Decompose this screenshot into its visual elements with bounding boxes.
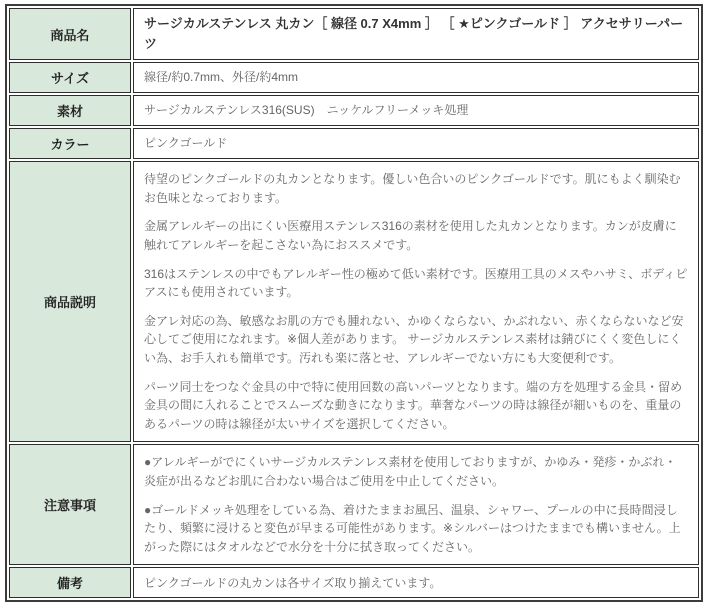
spec-row-material <box>9 95 699 126</box>
paragraph: ピンクゴールドの丸カンは各サイズ取り揃えています。 <box>144 575 442 590</box>
spec-table <box>5 4 703 602</box>
spec-row-size <box>9 62 699 93</box>
row-label-color: カラー <box>9 128 131 159</box>
row-value-color <box>133 128 699 159</box>
row-value-caution <box>133 444 699 565</box>
row-label-material: 素材 <box>9 95 131 126</box>
row-label-remarks: 備考 <box>9 567 131 598</box>
spec-row-description <box>9 161 699 442</box>
paragraph: ●ゴールドメッキ処理をしている為、着けたままお風呂、温泉、シャワー、プールの中に長時間浸したり、頻繁に浸けると変色が早まる可能性があります。※シルバーはつけたままでも構いません。上がった際にはタオルなどで水分を十分に拭き取ってください。 <box>144 502 681 554</box>
row-value-description <box>133 161 699 442</box>
row-label-caution: 注意事項 <box>9 444 131 565</box>
spec-row-product-name <box>9 8 699 60</box>
paragraph: 待望のピンクゴールドの丸カンとなります。優しい色合いのピンクゴールドです。肌にもよく馴染むお色味となっております。 <box>144 172 681 205</box>
paragraph: 金属アレルギーの出にくい医療用ステンレス316の素材を使用した丸カンとなります。カンが皮膚に触れてアレルギーを起こさない為におススメです。 <box>144 219 677 253</box>
row-label-size: サイズ <box>9 62 131 93</box>
paragraph: サージカルステンレス 丸カン［ 線径 0.7 X4mm ］ ［ ★ピンクゴールド ］ アクセサリーパーツ <box>144 16 684 52</box>
row-label-description: 商品説明 <box>9 161 131 442</box>
paragraph: ピンクゴールド <box>144 136 228 151</box>
paragraph: 316はステンレスの中でもアレルギー性の極めて低い素材です。医療用工具のメスやハサミ、ボディピアスにも使用されています。 <box>144 266 688 300</box>
row-value-size <box>133 62 699 93</box>
paragraph: ●アレルギーがでにくいサージカルステンレス素材を使用しておりますが、かゆみ・発疹・かぶれ・炎症が出るなどお肌に合わない場合はご使用を中止してください。 <box>144 455 677 488</box>
product-spec-table <box>5 4 703 602</box>
row-label-product-name: 商品名 <box>9 8 131 60</box>
paragraph: パーツ同士をつなぐ金具の中で特に使用回数の高いパーツとなります。端の方を処理する金具・留め金具の間に入れることでスムーズな動きになります。華奢なパーツの時は線径が細いものを、重量のあるパーツの時は線径が太いサイズを選択してください。 <box>144 379 683 431</box>
spec-row-remarks <box>9 567 699 598</box>
paragraph: サージカルステンレス316(SUS) ニッケルフリーメッキ処理 <box>144 103 469 118</box>
row-value-material <box>133 95 699 126</box>
row-value-remarks <box>133 567 699 598</box>
row-value-product-name <box>133 8 699 60</box>
paragraph: 金アレ対応の為、敏感なお肌の方でも腫れない、かゆくならない、かぶれない、赤くならないなど安心してご使用になれます。※個人差があります。 サージカルステンレス素材は錆びにくく変色しにくい為、お手入れも簡単です。汚れも楽に落とせ、アレルギーでない方にも大変便利です。 <box>144 313 684 366</box>
spec-row-caution <box>9 444 699 565</box>
spec-row-color <box>9 128 699 159</box>
paragraph: 線径/約0.7mm、外径/約4mm <box>144 70 299 85</box>
